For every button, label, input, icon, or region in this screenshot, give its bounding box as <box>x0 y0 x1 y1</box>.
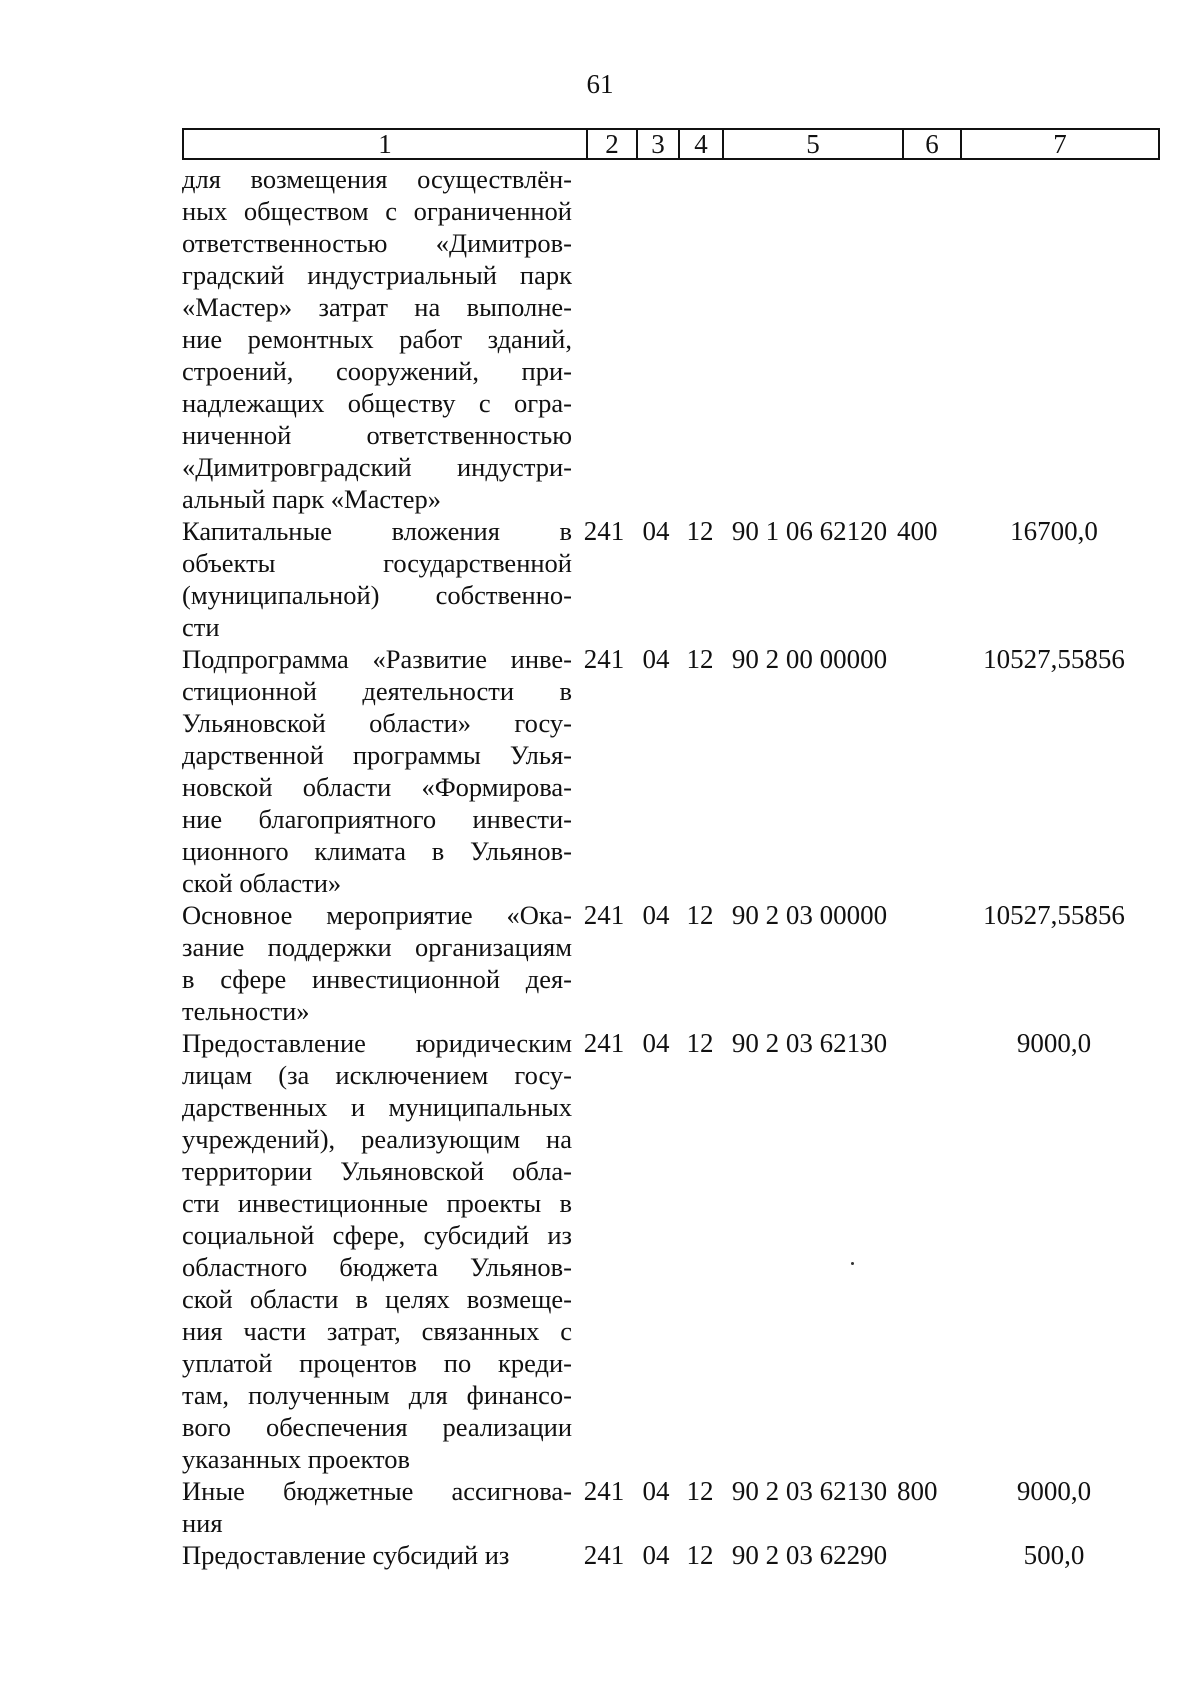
row-description <box>182 1475 572 1539</box>
ministry-code: 241 <box>583 900 625 930</box>
table-row <box>182 1475 1160 1539</box>
expense-type-code: 400 <box>897 516 938 546</box>
target-article-code: 90 2 03 00000 <box>731 900 888 930</box>
description-line: (муниципальной) собственно- <box>182 580 572 610</box>
description-line: тельности» <box>182 996 310 1026</box>
description-line: территории Ульяновской обла- <box>182 1156 572 1186</box>
table-row <box>182 899 1160 1027</box>
description-line: ных обществом с ограниченной <box>182 196 572 226</box>
subsection-code: 12 <box>686 644 714 674</box>
table-row <box>182 515 1160 643</box>
description-line: «Мастер» затрат на выполне- <box>182 292 572 322</box>
description-line: градский индустриальный парк <box>182 260 572 290</box>
row-description <box>182 515 572 643</box>
description-line: дарственной программы Улья- <box>182 740 572 770</box>
amount: 9000,0 <box>1016 1476 1092 1506</box>
subsection-code: 12 <box>686 1476 714 1506</box>
description-line: Основное мероприятие «Ока- <box>182 900 572 930</box>
table-row <box>182 1027 1160 1475</box>
description-line: областного бюджета Ульянов- <box>182 1252 572 1282</box>
target-article-code: 90 2 03 62130 <box>731 1028 888 1058</box>
column-header-1: 1 <box>184 130 588 158</box>
subsection-code: 12 <box>686 516 714 546</box>
amount: 10527,55856 <box>983 900 1125 930</box>
description-line: для возмещения осуществлён- <box>182 164 572 194</box>
section-code: 04 <box>642 644 670 674</box>
table-row <box>182 1539 1160 1571</box>
description-line: ние ремонтных работ зданий, <box>182 324 572 354</box>
amount: 16700,0 <box>1010 516 1098 546</box>
description-line: «Димитровградский индустри- <box>182 452 572 482</box>
amount: 10527,55856 <box>983 644 1125 674</box>
description-line: Капитальные вложения в <box>182 516 572 546</box>
description-line: вого обеспечения реализации <box>182 1412 572 1442</box>
scan-speck <box>851 1262 854 1265</box>
table-body <box>182 163 1160 1571</box>
description-line: уплатой процентов по креди- <box>182 1348 572 1378</box>
description-line: лицам (за исключением госу- <box>182 1060 572 1090</box>
description-line: дарственных и муниципальных <box>182 1092 572 1122</box>
section-code: 04 <box>642 1540 670 1570</box>
description-line: Иные бюджетные ассигнова- <box>182 1476 572 1506</box>
description-line: ниченной ответственностью <box>182 420 572 450</box>
description-line: Подпрограмма «Развитие инве- <box>182 644 572 674</box>
description-line: там, полученным для финансо- <box>182 1380 572 1410</box>
description-line: надлежащих обществу с огра- <box>182 388 572 418</box>
section-code: 04 <box>642 516 670 546</box>
expense-type-code: 800 <box>897 1476 938 1506</box>
section-code: 04 <box>642 1476 670 1506</box>
description-line: зание поддержки организациям <box>182 932 572 962</box>
row-description <box>182 163 572 515</box>
target-article-code: 90 2 03 62130 <box>731 1476 888 1506</box>
section-code: 04 <box>642 1028 670 1058</box>
table-row <box>182 163 1160 515</box>
description-line: ответственностью «Димитров- <box>182 228 572 258</box>
subsection-code: 12 <box>686 1540 714 1570</box>
target-article-code: 90 2 03 62290 <box>731 1540 888 1570</box>
description-line: новской области «Формирова- <box>182 772 572 802</box>
column-header-6: 6 <box>904 130 962 158</box>
subsection-code: 12 <box>686 900 714 930</box>
column-header-7: 7 <box>1053 129 1067 159</box>
row-description <box>182 643 572 899</box>
ministry-code: 241 <box>583 644 625 674</box>
row-description <box>182 899 572 1027</box>
description-line: в сфере инвестиционной дея- <box>182 964 572 994</box>
ministry-code: 241 <box>583 1476 625 1506</box>
subsection-code: 12 <box>686 1028 714 1058</box>
description-line: ционного климата в Ульянов- <box>182 836 572 866</box>
description-line: ние благоприятного инвести- <box>182 804 572 834</box>
row-description <box>182 1539 572 1571</box>
ministry-code: 241 <box>583 516 625 546</box>
row-description <box>182 1027 572 1475</box>
column-header-4: 4 <box>680 130 724 158</box>
description-line: ния части затрат, связанных с <box>182 1316 572 1346</box>
description-line: стиционной деятельности в <box>182 676 572 706</box>
description-line: сти <box>182 612 220 642</box>
description-line: сти инвестиционные проекты в <box>182 1188 572 1218</box>
section-code: 04 <box>642 900 670 930</box>
description-line: альный парк «Мастер» <box>182 484 441 514</box>
amount: 500,0 <box>1023 1540 1085 1570</box>
page-number: 61 <box>586 69 614 99</box>
description-line: ния <box>182 1508 223 1538</box>
description-line: Ульяновской области» госу- <box>182 708 572 738</box>
column-header-3: 3 <box>638 130 680 158</box>
column-header-2: 2 <box>588 130 638 158</box>
target-article-code: 90 1 06 62120 <box>731 516 888 546</box>
description-line: Предоставление субсидий из <box>182 1540 510 1570</box>
ministry-code: 241 <box>583 1028 625 1058</box>
table-row <box>182 643 1160 899</box>
description-line: строений, сооружений, при- <box>182 356 572 386</box>
description-line: Предоставление юридическим <box>182 1028 572 1058</box>
column-header-5: 5 <box>724 130 904 158</box>
description-line: ской области в целях возмеще- <box>182 1284 572 1314</box>
description-line: объекты государственной <box>182 548 572 578</box>
amount: 9000,0 <box>1016 1028 1092 1058</box>
target-article-code: 90 2 00 00000 <box>731 644 888 674</box>
description-line: учреждений), реализующим на <box>182 1124 572 1154</box>
description-line: социальной сфере, субсидий из <box>182 1220 572 1250</box>
description-line: ской области» <box>182 868 342 898</box>
table-header-row <box>182 128 1160 160</box>
ministry-code: 241 <box>583 1540 625 1570</box>
description-line: указанных проектов <box>182 1444 411 1474</box>
